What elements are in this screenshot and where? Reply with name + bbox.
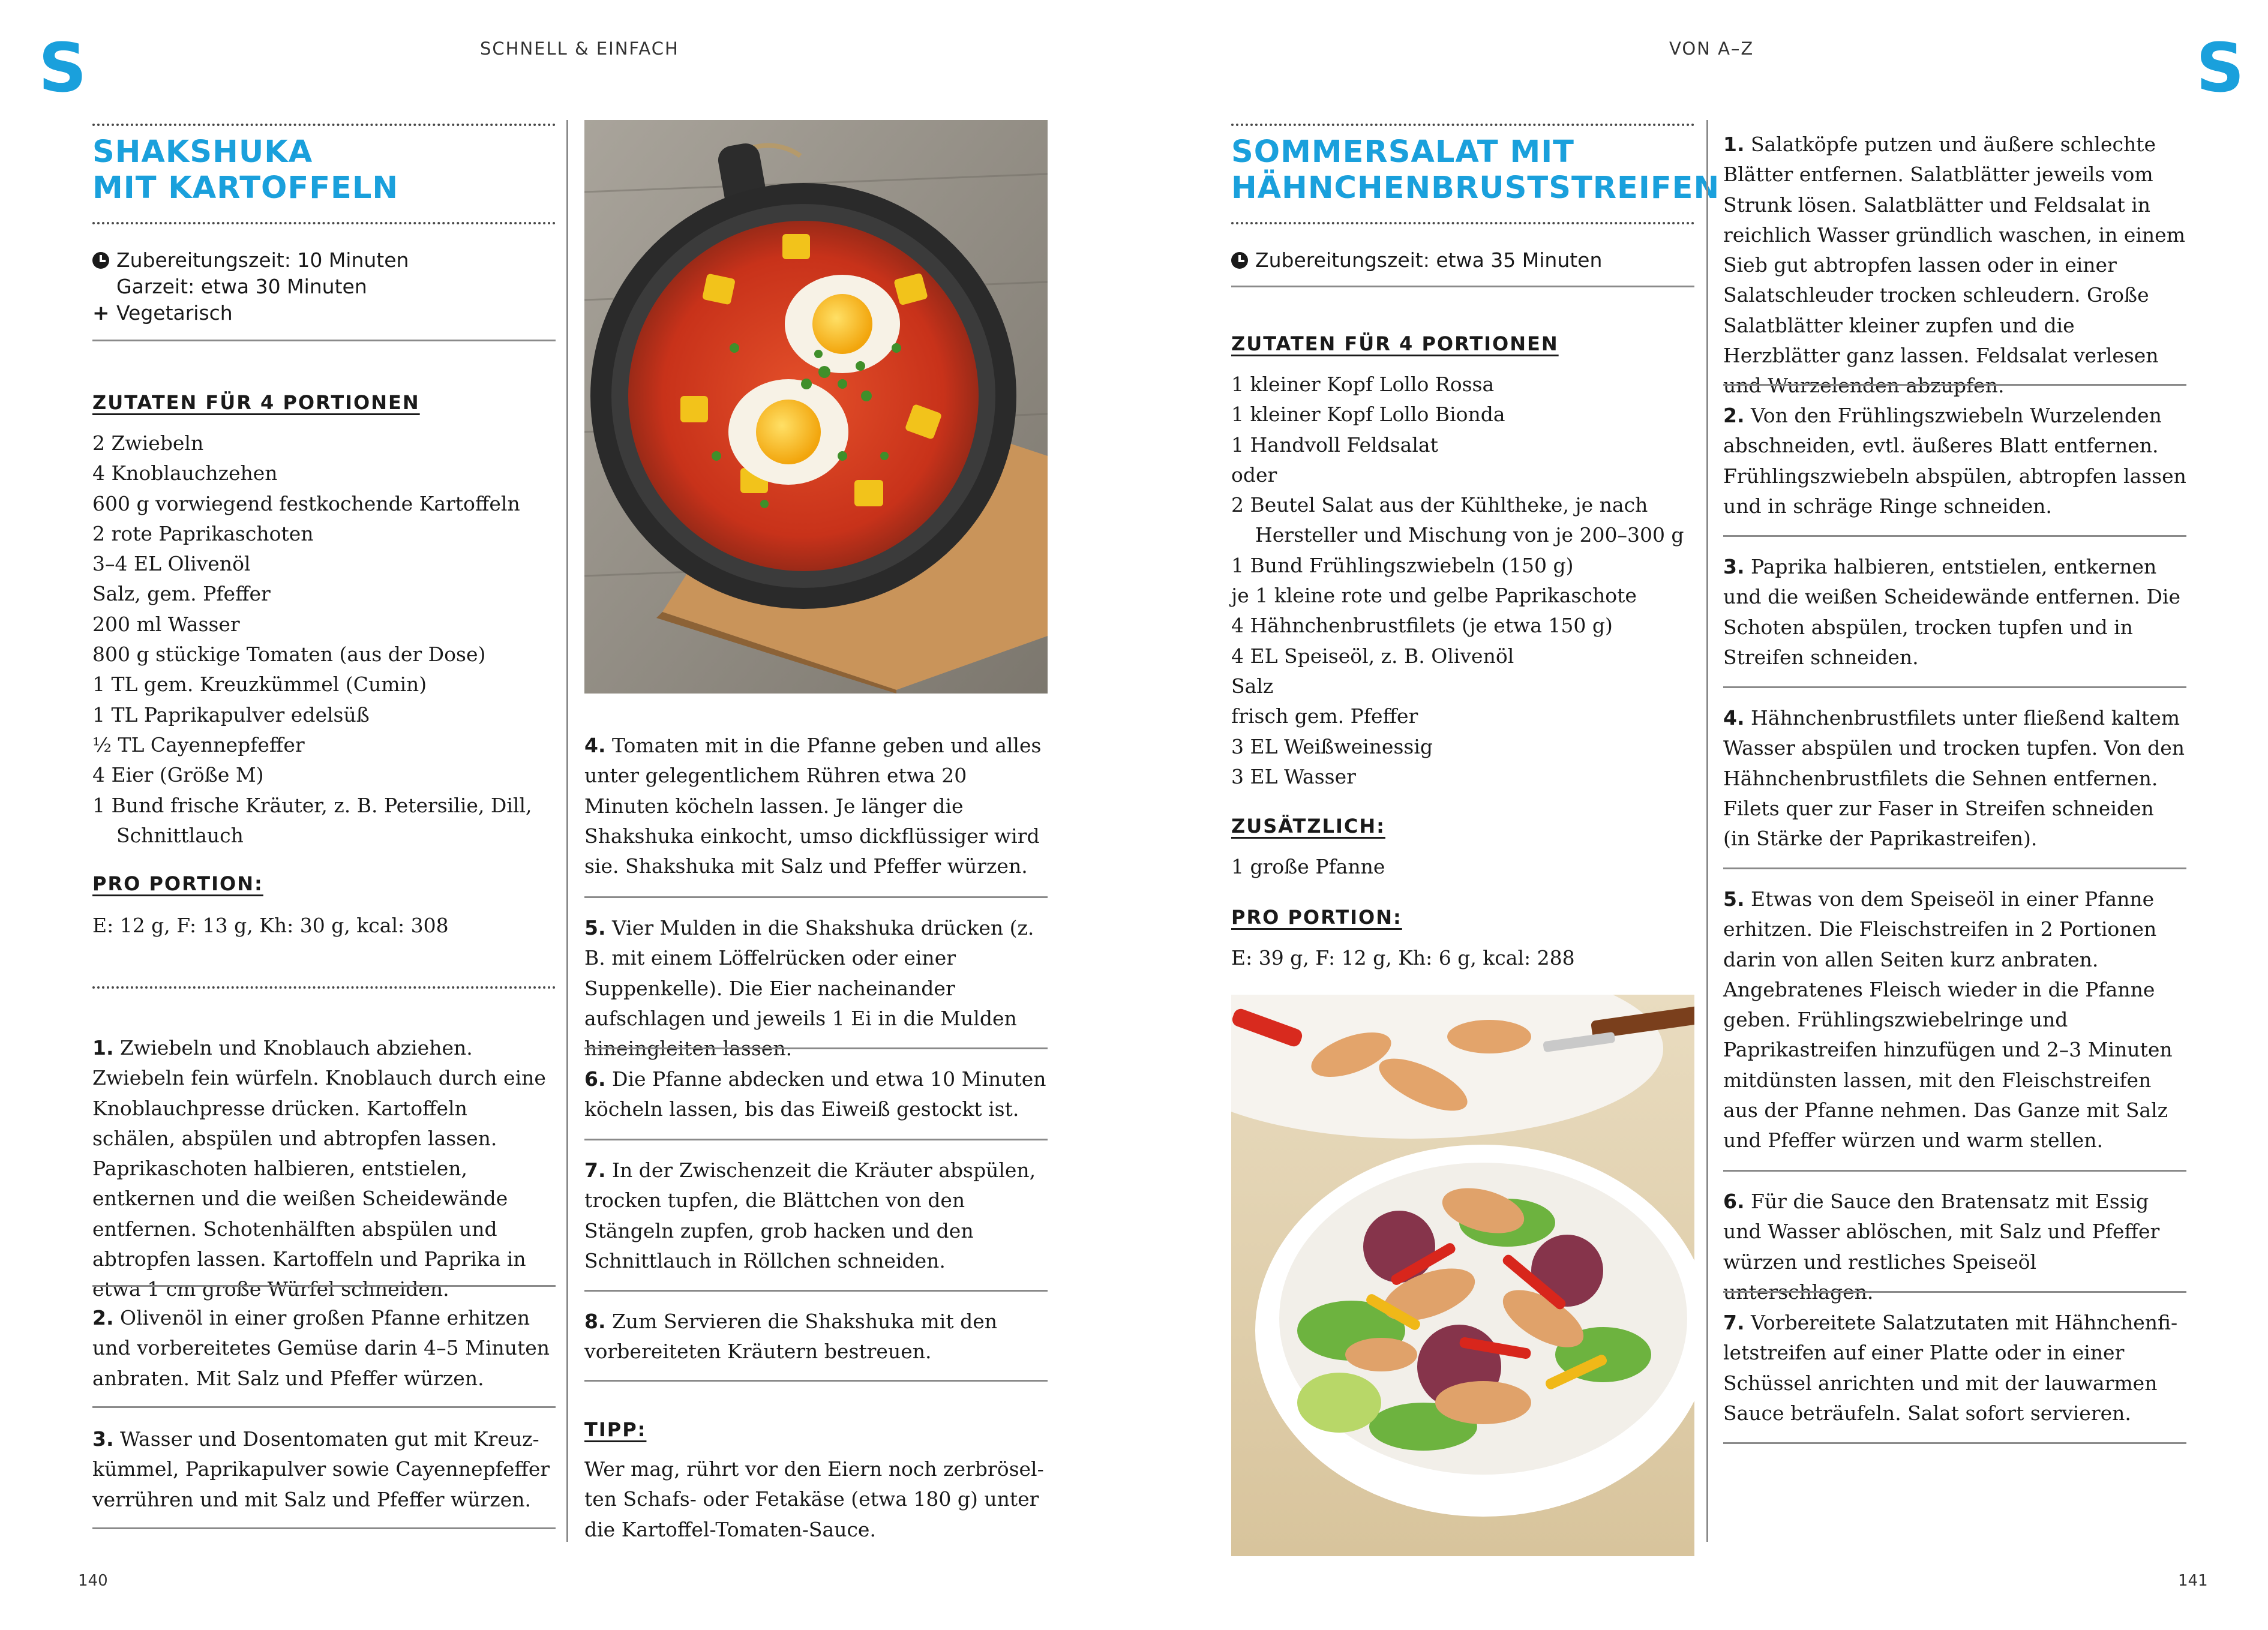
running-header-left: SCHNELL & EINFACH bbox=[480, 38, 679, 59]
step-1: 1. Salatköpfe putzen und äußere schlechte Blätter entfernen. Salatblätter jeweils vom Strunk lösen. Salatblätter und Feldsalat in reichlich Wasser gründlich waschen, in einem Sieb gut abtropfen lassen oder in einer Salatschleuder trocken schleudern. Große Salatblätter kleiner zupfen und die Herzblätter ganz lassen. Feldsalat verlesen und Wurzelenden abzupfen. bbox=[1723, 133, 2185, 398]
divider bbox=[92, 340, 556, 341]
divider bbox=[1723, 867, 2186, 869]
salad-photo bbox=[1231, 995, 1694, 1556]
divider bbox=[1723, 1291, 2186, 1293]
clock-icon bbox=[1231, 252, 1248, 269]
page-number-right: 141 bbox=[2178, 1572, 2208, 1590]
step-8: 8. Zum Servieren die Shakshuka mit den vorbereiteten Kräutern bestreuen. bbox=[584, 1310, 997, 1364]
divider bbox=[92, 1285, 556, 1287]
divider bbox=[1231, 286, 1694, 287]
step-7: 7. Vorbereitete Salatzutaten mit Hähnchenfiletstreifen auf einer Platte oder in einer Schüssel anrichten und mit der lauwarmen Sauce beträufeln. Salat sofort servieren. bbox=[1723, 1311, 2178, 1425]
title-line: HÄHNCHENBRUSTSTREIFEN bbox=[1231, 170, 1720, 206]
divider bbox=[584, 1290, 1048, 1292]
ingredient-item: 4 Knoblauchzehen bbox=[92, 461, 278, 485]
ingredient-item: Salz bbox=[1231, 674, 1274, 698]
divider bbox=[584, 1139, 1048, 1140]
tip-heading: TIPP: bbox=[584, 1418, 647, 1441]
prep-time: Zubereitungszeit: etwa 35 Minuten bbox=[1255, 248, 1603, 272]
ingredients-list bbox=[1231, 370, 1694, 792]
ingredient-item: 1 TL Paprikapulver edelsüß bbox=[92, 703, 370, 727]
ingredient-item: 800 g stückige Tomaten (aus der Dose) bbox=[92, 643, 486, 667]
divider-dotted bbox=[92, 222, 556, 224]
clock-icon bbox=[92, 252, 109, 269]
running-header-right: VON A–Z bbox=[1669, 38, 1754, 59]
ingredient-item: 4 EL Speiseöl, z. B. Olivenöl bbox=[1231, 644, 1514, 668]
ingredient-item: 1 TL gem. Kreuzkümmel (Cumin) bbox=[92, 673, 427, 697]
ingredient-item: Salz, gem. Pfeffer bbox=[92, 582, 271, 606]
ingredients-list bbox=[92, 428, 556, 851]
divider-dotted bbox=[1231, 222, 1694, 224]
page-number-left: 140 bbox=[78, 1572, 108, 1590]
extra-list: 1 große Pfanne bbox=[1231, 855, 1385, 878]
ingredient-item: 2 Zwiebeln bbox=[92, 431, 204, 455]
portion-heading: PRO PORTION: bbox=[92, 872, 263, 895]
step-2: 2. Von den Frühlingszwiebeln Wurzelenden abschneiden, evtl. äußeres Blatt entfernen. Frühlingszwiebeln abspülen, abtropfen lassen und in schräge Ringe schneiden. bbox=[1723, 404, 2186, 518]
step-7: 7. In der Zwischenzeit die Kräuter abspülen, trocken tupfen, die Blättchen von den Stängeln zupfen, grob hacken und den Schnittlauch in Röllchen schneiden. bbox=[584, 1158, 1036, 1272]
tip-text: Wer mag, rührt vor den Eiern noch zerbröselten Schafs- oder Fetakäse (etwa 180 g) unter die Kartoffel-Tomaten-Sauce. bbox=[584, 1457, 1044, 1541]
extra-heading: ZUSÄTZLICH: bbox=[1231, 815, 1385, 837]
step-5: 5. Vier Mulden in die Shakshuka drücken (z. B. mit einem Löffelrücken oder einer Suppenkelle). Die Eier nacheinander aufschlagen und jeweils 1 Ei in die Mulden hineingleiten lassen. bbox=[584, 916, 1034, 1061]
divider-dotted bbox=[92, 124, 556, 126]
ingredient-item: 1 Bund Frühlingszwiebeln (150 g) bbox=[1231, 553, 1574, 577]
ingredient-item: 600 g vorwiegend festkochende Kartoffeln bbox=[92, 491, 520, 515]
ingredient-item: 2 Beutel Salat aus der Kühltheke, je nach Hersteller und Mischung von je 200–300 g bbox=[1231, 493, 1684, 547]
ingredients-heading: ZUTATEN FÜR 4 PORTIONEN bbox=[1231, 332, 1559, 355]
ingredient-item: 4 Eier (Größe M) bbox=[92, 763, 264, 787]
title-line: SOMMERSALAT MIT bbox=[1231, 134, 1574, 170]
ingredient-item: 4 Hähnchenbrustfilets (je etwa 150 g) bbox=[1231, 614, 1613, 638]
ingredient-item: 1 Bund frische Kräuter, z. B. Petersilie, Dill, Schnittlauch bbox=[92, 793, 532, 847]
step-4: 4. Tomaten mit in die Pfanne geben und alles unter gelegentlichem Rühren etwa 20 Minuten köcheln lassen. Je länger die Shakshuka einkocht, umso dickflüssiger wird sie. Shakshuka mit Salz und Pfeffer würzen. bbox=[584, 734, 1042, 878]
recipe-title bbox=[1231, 134, 1720, 206]
section-letter-right: S bbox=[2196, 29, 2245, 107]
ingredient-item: 1 Handvoll Feldsalat bbox=[1231, 433, 1438, 457]
title-line: MIT KARTOFFELN bbox=[92, 170, 399, 206]
cook-time: Garzeit: etwa 30 Minuten bbox=[116, 275, 367, 298]
recipe-meta bbox=[1231, 247, 1694, 274]
step-2: 2. Olivenöl in einer großen Pfanne erhitzen und vorbereitetes Gemüse darin 4–5 Minuten anbraten. Mit Salz und Pfeffer würzen. bbox=[92, 1306, 550, 1390]
title-line: SHAKSHUKA bbox=[92, 134, 313, 170]
recipe-meta bbox=[92, 247, 556, 326]
divider bbox=[1723, 686, 2186, 688]
step-5: 5. Etwas von dem Speiseöl in einer Pfanne erhitzen. Die Fleischstreifen in 2 Portionen darin von allen Seiten kurz anbraten. Angebratenes Fleisch wieder in die Pfanne geben. Frühlingszwiebelringe und Paprikastreifen hinzufügen und 2–3 Minuten mitdünsten lassen, mit den Fleischstreifen aus der Pfanne nehmen. Das Ganze mit Salz und Pfeffer würzen und warm stellen. bbox=[1723, 887, 2173, 1152]
column-separator bbox=[566, 120, 568, 1542]
divider bbox=[584, 1047, 1048, 1049]
divider bbox=[92, 1527, 556, 1529]
portion-values: E: 12 g, F: 13 g, Kh: 30 g, kcal: 308 bbox=[92, 914, 449, 937]
ingredient-item: 1 kleiner Kopf Lollo Rossa bbox=[1231, 373, 1495, 396]
step-3: 3. Wasser und Dosentomaten gut mit Kreuzkümmel, Paprikapulver sowie Cayennepfeffer verrühren und mit Salz und Pfeffer würzen. bbox=[92, 1427, 550, 1511]
divider bbox=[92, 1406, 556, 1408]
ingredient-item: 200 ml Wasser bbox=[92, 612, 240, 636]
ingredient-item: 3 EL Weißweinessig bbox=[1231, 734, 1433, 758]
divider bbox=[1723, 535, 2186, 537]
divider-dotted bbox=[92, 986, 556, 989]
ingredients-heading: ZUTATEN FÜR 4 PORTIONEN bbox=[92, 391, 420, 414]
shakshuka-photo bbox=[584, 120, 1048, 694]
ingredient-item: oder bbox=[1231, 463, 1277, 487]
step-1: 1. Zwiebeln und Knoblauch abziehen. Zwiebeln fein würfeln. Knoblauch durch eine Knoblauchpresse drücken. Kartoffeln schälen, abspülen und abtropfen lassen. Paprikaschoten halbieren, entstielen, entkernen und die weißen Scheidewände entfernen. Schotenhälften abspülen und abtropfen lassen. Kartoffeln und Paprika in etwa 1 cm große Würfel schneiden. bbox=[92, 1036, 546, 1301]
portion-values: E: 39 g, F: 12 g, Kh: 6 g, kcal: 288 bbox=[1231, 946, 1575, 969]
ingredient-item: 3–4 EL Olivenöl bbox=[92, 552, 251, 576]
divider bbox=[1723, 384, 2186, 386]
step-3: 3. Paprika halbieren, entstielen, entkernen und die weißen Scheidewände entfernen. Die Schoten abspülen, trocken tupfen und in Streifen schneiden. bbox=[1723, 555, 2180, 669]
ingredient-item: 2 rote Paprikaschoten bbox=[92, 521, 314, 545]
plus-icon: + bbox=[92, 301, 110, 325]
section-letter-left: S bbox=[38, 29, 87, 107]
ingredient-item: ½ TL Cayennepfeffer bbox=[92, 733, 305, 757]
prep-time: Zubereitungszeit: 10 Minuten bbox=[116, 248, 409, 272]
ingredient-item: 1 kleiner Kopf Lollo Bionda bbox=[1231, 403, 1505, 427]
divider bbox=[584, 896, 1048, 898]
ingredient-item: frisch gem. Pfeffer bbox=[1231, 704, 1418, 728]
column-separator bbox=[1706, 120, 1708, 1542]
step-6: 6. Die Pfanne abdecken und etwa 10 Minuten köcheln lassen, bis das Eiweiß gestockt ist. bbox=[584, 1067, 1046, 1121]
step-6: 6. Für die Sauce den Bratensatz mit Essig und Wasser ablöschen, mit Salz und Pfeffer würzen und restliches Speiseöl unterschlagen. bbox=[1723, 1190, 2160, 1304]
divider bbox=[1723, 1170, 2186, 1172]
recipe-tag: Vegetarisch bbox=[116, 301, 233, 325]
divider bbox=[1723, 1442, 2186, 1444]
ingredient-item: 3 EL Wasser bbox=[1231, 764, 1356, 788]
ingredient-item: je 1 kleine rote und gelbe Paprikaschote bbox=[1231, 584, 1637, 608]
divider-dotted bbox=[1231, 124, 1694, 126]
step-4: 4. Hähnchenbrustfilets unter fließend kaltem Wasser abspülen und trocken tupfen. Von den Hähnchenbrustfilets die Sehnen entfernen. Filets quer zur Faser in Streifen schneiden (in Stärke der Paprikastreifen). bbox=[1723, 706, 2185, 851]
portion-heading: PRO PORTION: bbox=[1231, 906, 1402, 929]
recipe-title bbox=[92, 134, 398, 206]
divider bbox=[584, 1380, 1048, 1382]
